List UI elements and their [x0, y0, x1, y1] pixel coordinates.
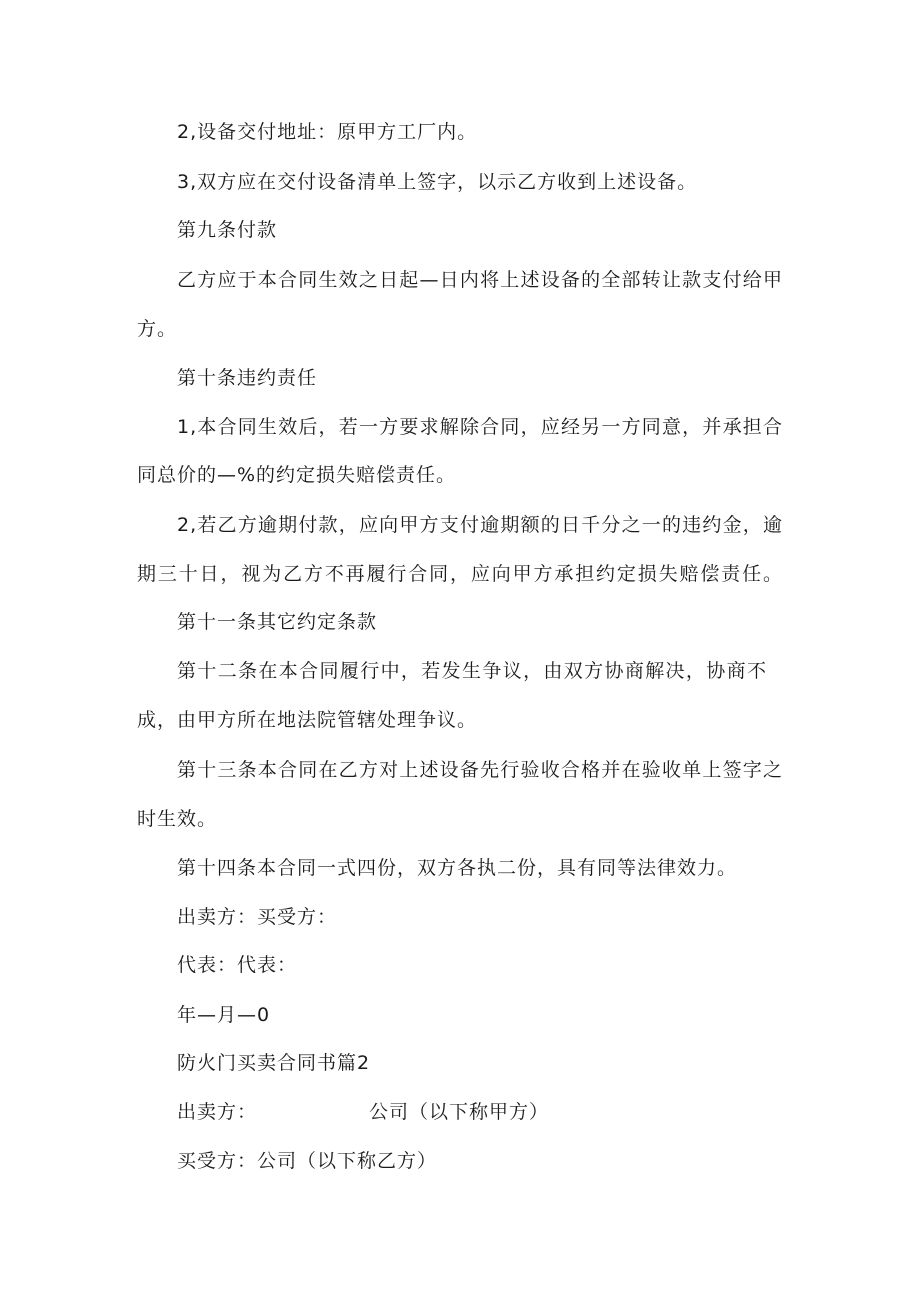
- clause-12-line-1: 第十二条在本合同履行中，若发生争议，由双方协商解决，协商不: [177, 660, 767, 682]
- clause-9-text-line-2: 方。: [137, 318, 178, 340]
- clause-13-line-2: 时生效。: [137, 808, 218, 830]
- clause-9-text-line-1: 乙方应于本合同生效之日起—日内将上述设备的全部转让款支付给甲: [177, 269, 783, 291]
- seller-company: 公司（以下称甲方）: [369, 1101, 550, 1123]
- clause-10-item-2-line-1: 2,若乙方逾期付款，应向甲方支付逾期额的日千分之一的违约金，逾: [177, 514, 783, 536]
- clause-11-heading: 第十一条其它约定条款: [177, 611, 378, 633]
- representatives-label: 代表：代表：: [177, 954, 298, 976]
- clause-10-item-2-line-2: 期三十日，视为乙方不再履行合同，应向甲方承担约定损失赔偿责任。: [137, 563, 783, 585]
- clause-10-item-1-line-2: 同总价的—%的约定损失赔偿责任。: [137, 464, 457, 486]
- clause-8-item-2: 2,设备交付地址：原甲方工厂内。: [177, 121, 478, 143]
- clause-9-heading: 第九条付款: [177, 219, 278, 241]
- clause-14-text: 第十四条本合同一式四份，双方各执二份，具有同等法律效力。: [177, 857, 738, 879]
- parties-label: 出卖方：买受方：: [177, 906, 338, 928]
- section-title: 防火门买卖合同书篇2: [177, 1052, 371, 1074]
- clause-10-heading: 第十条违约责任: [177, 367, 318, 389]
- date-line: 年—月—0: [177, 1004, 271, 1026]
- clause-12-line-2: 成，由甲方所在地法院管辖处理争议。: [137, 709, 478, 731]
- clause-13-line-1: 第十三条本合同在乙方对上述设备先行验收合格并在验收单上签字之: [177, 759, 783, 781]
- clause-10-item-1-line-1: 1,本合同生效后，若一方要求解除合同，应经另一方同意，并承担合: [177, 416, 783, 438]
- clause-8-item-3: 3,双方应在交付设备清单上签字，以示乙方收到上述设备。: [177, 171, 698, 193]
- seller-line: [177, 1099, 549, 1125]
- seller-label: 出卖方：: [177, 1101, 258, 1123]
- buyer-line: 买受方：公司（以下称乙方）: [177, 1150, 438, 1172]
